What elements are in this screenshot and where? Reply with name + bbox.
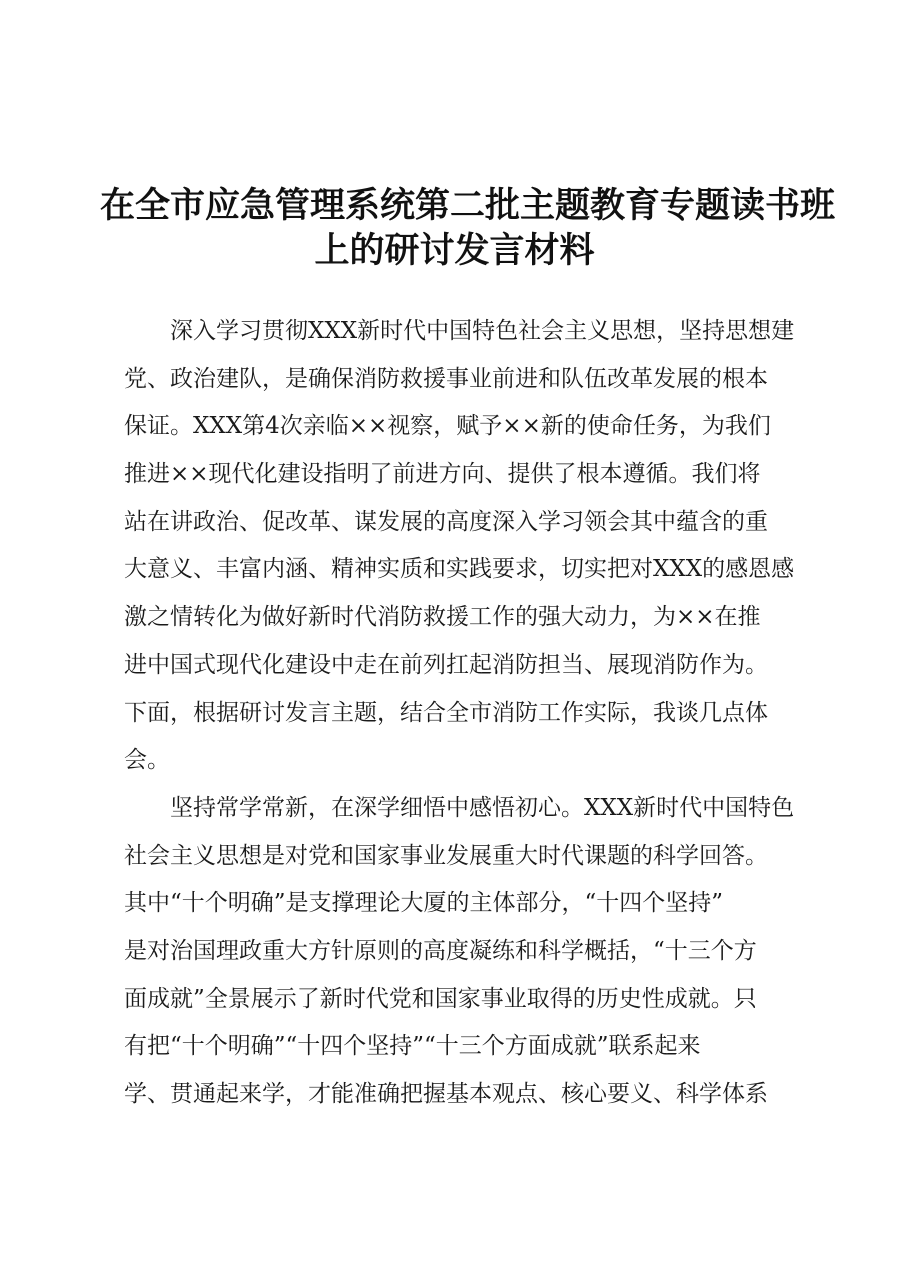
- paragraph-line: 有把“十个明确”“十四个坚持”“十三个方面成就”联系起来: [124, 1033, 701, 1060]
- paragraph-line: 大意义、丰富内涵、精神实质和实践要求，切实把对XXX的感恩感: [124, 556, 795, 583]
- paragraph-line: 是对治国理政重大方针原则的高度凝练和科学概括，“十三个方: [124, 937, 757, 964]
- paragraph-line: 面成就”全景展示了新时代党和国家事业取得的历史性成就。只: [124, 985, 757, 1012]
- paragraph-line: 进中国式现代化建设中走在前列扛起消防担当、展现消防作为。: [124, 651, 768, 678]
- document-body: [124, 308, 824, 1119]
- paragraph-line: 学、贯通起来学，才能准确把握基本观点、核心要义、科学体系: [124, 1081, 768, 1107]
- paragraph-2: [124, 785, 824, 1119]
- paragraph-line: 党、政治建队，是确保消防救援事业前进和队伍改革发展的根本: [124, 365, 768, 392]
- paragraph-line: 社会主义思想是对党和国家事业发展重大时代课题的科学回答。: [124, 842, 768, 869]
- paragraph-line: 深入学习贯彻XXX新时代中国特色社会主义思想，坚持思想建: [124, 318, 795, 344]
- paragraph-line: 坚持常学常新，在深学细悟中感悟初心。XXX新时代中国特色: [124, 794, 795, 821]
- paragraph-line: 其中“十个明确”是支撑理论大厦的主体部分，“十四个坚持”: [124, 890, 724, 917]
- title-line-2: 上的研讨发言材料: [314, 230, 595, 271]
- paragraph-line: 保证。XXX第4次亲临××视察，赋予××新的使命任务，为我们: [124, 413, 771, 440]
- document-title: [100, 183, 836, 273]
- paragraph-line: 会。: [124, 747, 170, 774]
- title-line-1: 在全市应急管理系统第二批主题教育专题读书班: [100, 185, 836, 226]
- paragraph-1: [124, 308, 824, 785]
- paragraph-line: 激之情转化为做好新时代消防救援工作的强大动力，为××在推: [124, 604, 761, 631]
- paragraph-line: 站在讲政治、促改革、谋发展的高度深入学习领会其中蕴含的重: [124, 508, 768, 535]
- paragraph-line: 下面，根据研讨发言主题，结合全市消防工作实际，我谈几点体: [124, 699, 768, 726]
- paragraph-line: 推进××现代化建设指明了前进方向、提供了根本遵循。我们将: [124, 461, 761, 488]
